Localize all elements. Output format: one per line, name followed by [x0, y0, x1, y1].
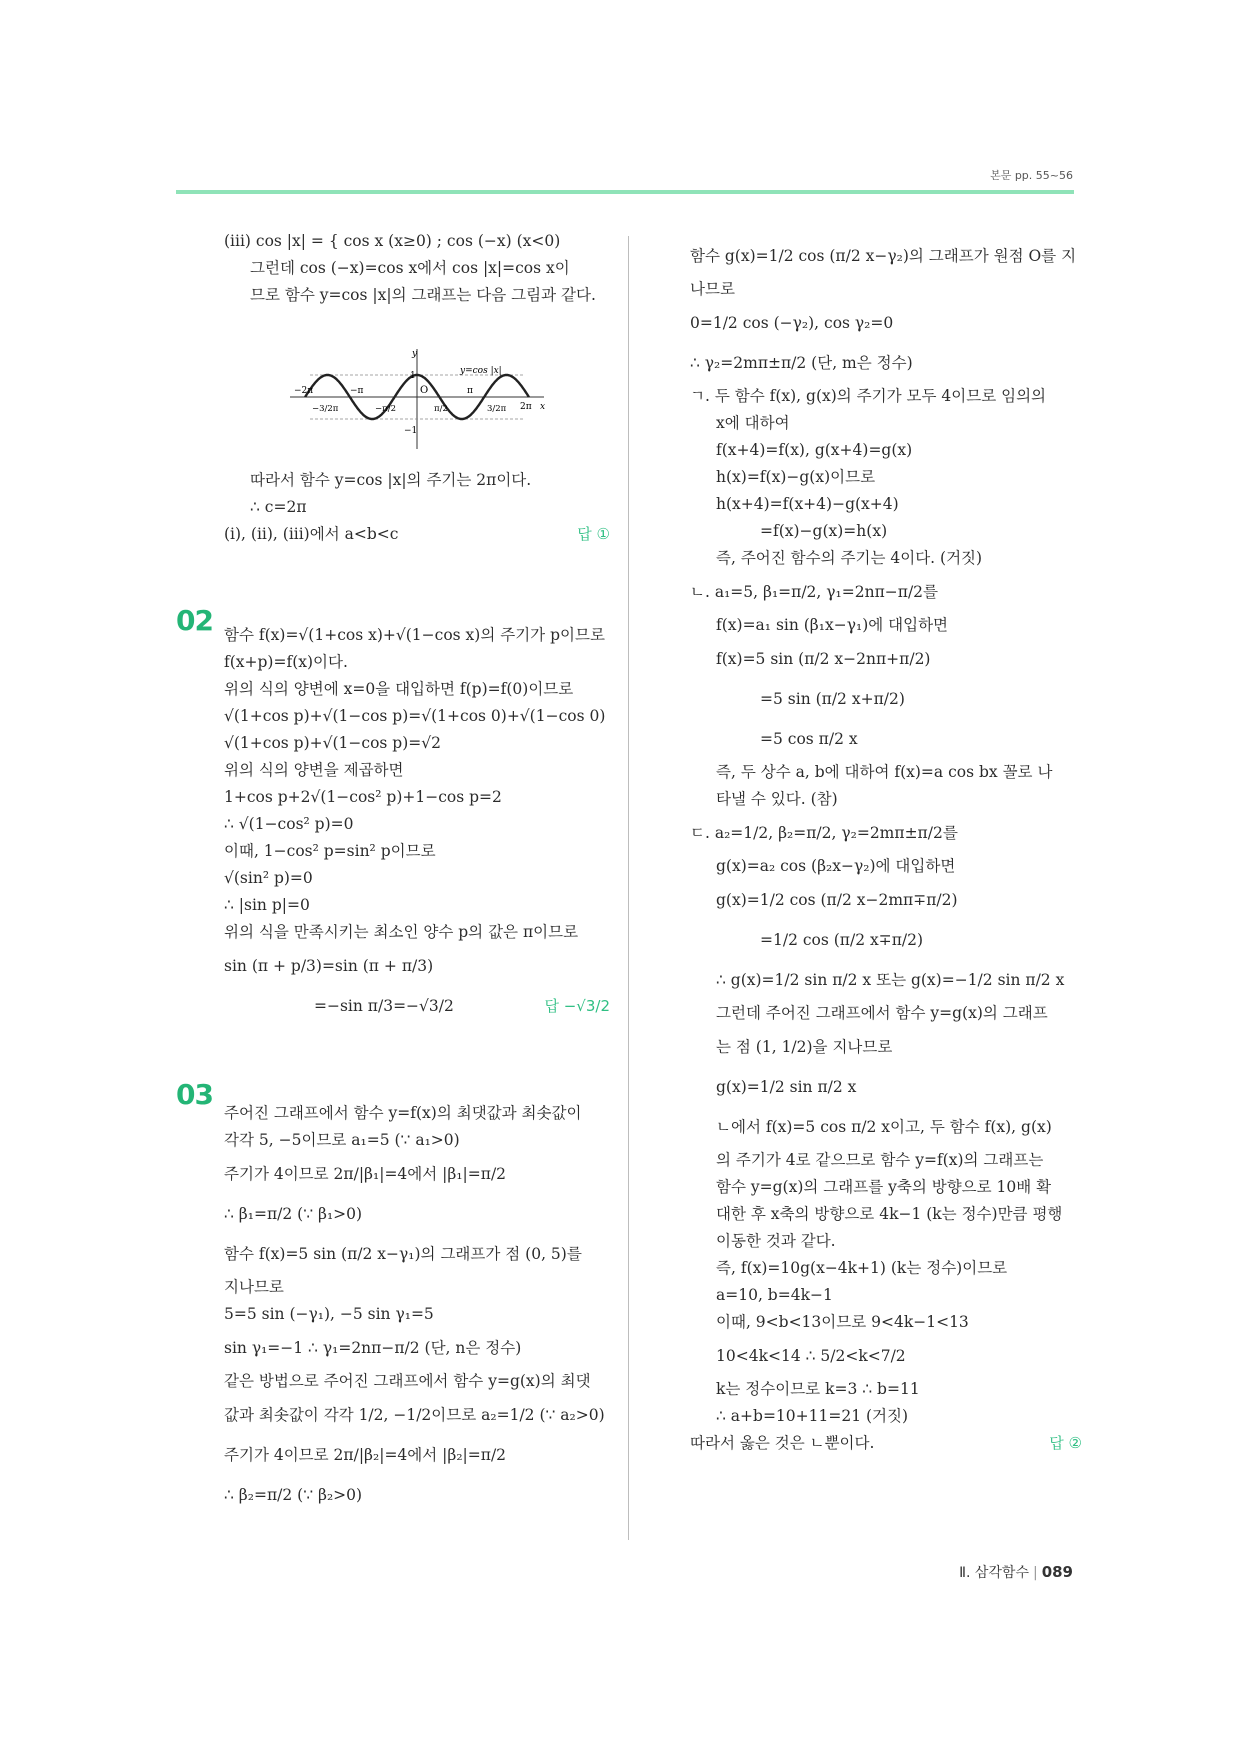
text-line: 그런데 주어진 그래프에서 함수 y=g(x)의 그래프	[716, 1004, 1048, 1022]
text-line: =f(x)−g(x)=h(x)	[760, 522, 888, 540]
header-rule	[176, 190, 1074, 194]
text-line: 주기가 4이므로 2π/|β₂|=4에서 |β₂|=π/2	[224, 1446, 507, 1464]
text-line: =5 sin (π/2 x+π/2)	[760, 690, 905, 708]
text-line: 즉, 주어진 함수의 주기는 4이다. (거짓)	[716, 549, 983, 567]
y-bottom-label: −1	[404, 426, 418, 436]
text-line: 값과 최솟값이 각각 1/2, −1/2이므로 a₂=1/2 (∵ a₂>0)	[224, 1406, 605, 1424]
text-line: a=10, b=4k−1	[716, 1286, 833, 1304]
text-line: ㄴ. a₁=5, β₁=π/2, γ₁=2nπ−π/2를	[690, 583, 938, 601]
question-02	[224, 622, 610, 1026]
text-line: ∴ c=2π	[250, 498, 307, 516]
text-line: 지나므로	[224, 1278, 284, 1296]
answer-01: 답 ①	[577, 525, 610, 543]
text-line: 따라서 함수 y=cos |x|의 주기는 2π이다.	[250, 471, 532, 489]
text-line: 주어진 그래프에서 함수 y=f(x)의 최댓값과 최솟값이	[224, 1104, 582, 1122]
text-line: 같은 방법으로 주어진 그래프에서 함수 y=g(x)의 최댓	[224, 1372, 591, 1390]
tick-label-pi: π	[467, 386, 473, 396]
text-line: 함수 f(x)=5 sin (π/2 x−γ₁)의 그래프가 점 (0, 5)를	[224, 1245, 582, 1263]
text-line: =5 cos π/2 x	[760, 730, 858, 748]
function-label: y=cos |x|	[460, 366, 502, 376]
text-line: ㄷ. a₂=1/2, β₂=π/2, γ₂=2mπ±π/2를	[690, 824, 958, 842]
text-line: x에 대하여	[716, 414, 790, 432]
text-line: sin (π + p/3)=sin (π + π/3)	[224, 957, 434, 975]
text-line: (iii) cos |x| = { cos x (x≥0) ; cos (−x) (x<0)	[224, 232, 561, 250]
tick-label-2pi: 2π	[520, 402, 532, 412]
text-line: 0=1/2 cos (−γ₂), cos γ₂=0	[690, 314, 894, 332]
text-line: 즉, f(x)=10g(x−4k+1) (k는 정수)이므로	[716, 1259, 1008, 1277]
text-line: h(x)=f(x)−g(x)이므로	[716, 468, 876, 486]
chapter-label: Ⅱ. 삼각함수	[959, 1565, 1029, 1581]
question-number-03: 03	[176, 1078, 213, 1111]
text-line: 타낼 수 있다. (참)	[716, 790, 838, 808]
text-line: 10<4k<14 ∴ 5/2<k<7/2	[716, 1347, 906, 1365]
text-line: 함수 g(x)=1/2 cos (π/2 x−γ₂)의 그래프가 원점 O를 지	[690, 247, 1077, 265]
text-line: ㄱ. 두 함수 f(x), g(x)의 주기가 모두 4이므로 임의의	[690, 387, 1047, 405]
text-line: 이동한 것과 같다.	[716, 1232, 836, 1250]
text-line: ∴ |sin p|=0	[224, 896, 310, 914]
text-line: =1/2 cos (π/2 x∓π/2)	[760, 931, 924, 949]
text-line: 따라서 옳은 것은 ㄴ뿐이다. 답 ②	[690, 1430, 1082, 1457]
text-line: ∴ β₁=π/2 (∵ β₁>0)	[224, 1205, 363, 1223]
text-line: 대한 후 x축의 방향으로 4k−1 (k는 정수)만큼 평행	[716, 1205, 1063, 1223]
text-line: 이때, 1−cos² p=sin² p이므로	[224, 842, 436, 860]
text-line: 의 주기가 4로 같으므로 함수 y=f(x)의 그래프는	[716, 1151, 1044, 1169]
text-line: g(x)=1/2 sin π/2 x	[716, 1078, 857, 1096]
question-number-02: 02	[176, 604, 213, 637]
text-line: =−sin π/3=−√3/2 답 −√3/2	[224, 986, 610, 1026]
text-line: g(x)=a₂ cos (β₂x−γ₂)에 대입하면	[716, 857, 956, 875]
cosine-graph	[282, 345, 550, 453]
text-line: 이때, 9<b<13이므로 9<4k−1<13	[716, 1313, 969, 1331]
text-line: 주기가 4이므로 2π/|β₁|=4에서 |β₁|=π/2	[224, 1165, 507, 1183]
text-line: k는 정수이므로 k=3 ∴ b=11	[716, 1380, 920, 1398]
page-reference: 본문 pp. 55~56	[990, 169, 1073, 182]
text-line: 1+cos p+2√(1−cos² p)+1−cos p=2	[224, 788, 502, 806]
text-line: 즉, 두 상수 a, b에 대하여 f(x)=a cos bx 꼴로 나	[716, 763, 1053, 781]
right-column	[690, 236, 1082, 1457]
text-line: 므로 함수 y=cos |x|의 그래프는 다음 그림과 같다.	[250, 286, 596, 304]
text-line: 는 점 (1, 1/2)을 지나므로	[716, 1038, 893, 1056]
text-line: (i), (ii), (iii)에서 a<b<c 답 ①	[224, 521, 610, 548]
axis-x-label: x	[540, 402, 546, 412]
text-line: f(x)=5 sin (π/2 x−2nπ+π/2)	[716, 650, 931, 668]
text-line: 함수 f(x)=√(1+cos x)+√(1−cos x)의 주기가 p이므로	[224, 626, 605, 644]
text-line: 5=5 sin (−γ₁), −5 sin γ₁=5	[224, 1305, 434, 1323]
text-line: 위의 식의 양변에 x=0을 대입하면 f(p)=f(0)이므로	[224, 680, 574, 698]
text-line: h(x+4)=f(x+4)−g(x+4)	[716, 495, 899, 513]
tick-label-negpi: −π	[350, 386, 364, 396]
tick-label-neghalf-pi: −π/2	[375, 404, 396, 414]
y-top-label: 1	[410, 371, 416, 381]
text-line: √(sin² p)=0	[224, 869, 313, 887]
text-line: 각각 5, −5이므로 a₁=5 (∵ a₁>0)	[224, 1131, 460, 1149]
text-line: g(x)=1/2 cos (π/2 x−2mπ∓π/2)	[716, 891, 958, 909]
text-line: ㄴ에서 f(x)=5 cos π/2 x이고, 두 함수 f(x), g(x)	[716, 1118, 1052, 1136]
page-footer: Ⅱ. 삼각함수 | 089	[959, 1563, 1073, 1581]
tick-label-neg3half-pi: −3/2π	[312, 404, 339, 414]
answer-02: 답 −√3/2	[544, 997, 610, 1015]
text-line: 함수 y=g(x)의 그래프를 y축의 방향으로 10배 확	[716, 1178, 1052, 1196]
column-divider	[628, 236, 629, 1540]
answer-03: 답 ②	[1049, 1434, 1082, 1452]
text-line: ∴ √(1−cos² p)=0	[224, 815, 354, 833]
text-line: f(x)=a₁ sin (β₁x−γ₁)에 대입하면	[716, 616, 949, 634]
axis-y-label: y	[412, 349, 418, 359]
text-line: ∴ γ₂=2mπ±π/2 (단, m은 정수)	[690, 354, 913, 372]
page-number: 089	[1041, 1563, 1073, 1581]
tick-label-3half-pi: 3/2π	[487, 404, 507, 414]
text-line: 그런데 cos (−x)=cos x에서 cos |x|=cos x이	[250, 259, 570, 277]
text-line: f(x+4)=f(x), g(x+4)=g(x)	[716, 441, 913, 459]
text-line: √(1+cos p)+√(1−cos p)=√(1+cos 0)+√(1−cos 0)	[224, 707, 606, 725]
text-line: ∴ a+b=10+11=21 (거짓)	[716, 1407, 909, 1425]
text-line: ∴ g(x)=1/2 sin π/2 x 또는 g(x)=−1/2 sin π/2 x	[716, 971, 1065, 989]
origin-label: O	[420, 385, 429, 396]
text-line: 위의 식의 양변을 제곱하면	[224, 761, 404, 779]
text-line: 나므로	[690, 280, 735, 298]
text-line: √(1+cos p)+√(1−cos p)=√2	[224, 734, 441, 752]
text-line: ∴ β₂=π/2 (∵ β₂>0)	[224, 1486, 363, 1504]
tick-label-half-pi: π/2	[434, 404, 448, 414]
text-line: 위의 식을 만족시키는 최소인 양수 p의 값은 π이므로	[224, 923, 579, 941]
text-line: f(x+p)=f(x)이다.	[224, 653, 348, 671]
text-line: sin γ₁=−1 ∴ γ₁=2nπ−π/2 (단, n은 정수)	[224, 1339, 522, 1357]
tick-label-neg2pi: −2π	[294, 386, 314, 396]
question-03	[224, 1100, 610, 1515]
